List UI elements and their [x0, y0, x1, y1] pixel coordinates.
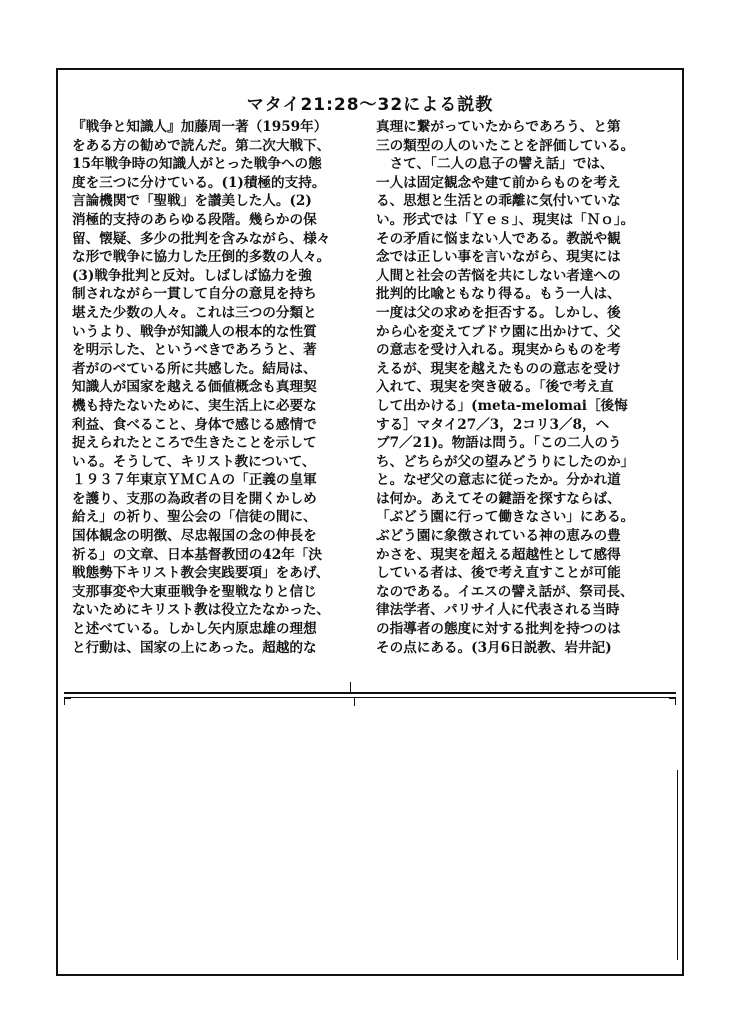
left-column-line: を護り、支那の為政者の目を開くかしめ	[72, 490, 317, 507]
left-column-line: (3)戦争批判と反対。しばしば協力を強	[72, 267, 312, 284]
right-column-line: から心を変えてブドウ園に出かけて、父	[376, 323, 621, 340]
left-column-line: 言論機関で「聖戦」を讃美した人。(2)	[72, 193, 312, 210]
left-column-line: 15年戦争時の知識人がとった戦争への態	[72, 156, 322, 173]
left-column-line: 留、懐疑、多少の批判を含みながら、様々	[72, 230, 331, 247]
right-column-line: 人間と社会の苦悩を共にしない者達への	[376, 267, 621, 284]
right-column-line: ち、どちらが父の望みどうりにしたのか」	[376, 453, 635, 470]
left-column-line: と行動は、国家の上にあった。超越的な	[72, 639, 317, 656]
right-column-line: して出かける」(meta-melomai［後悔	[376, 397, 628, 414]
left-column-line: 国体観念の明徴、尽忠報国の念の伸長を	[72, 528, 317, 545]
section-divider	[64, 692, 676, 694]
right-column-line: えるが、現実を越えたものの意志を受け	[376, 360, 621, 377]
right-column-line: している者は、後で考え直すことが可能	[376, 565, 621, 582]
left-column-line: を明示した、というべきであろうと、著	[72, 342, 317, 359]
left-column-line: 度を三つに分けている。(1)積極的支持。	[72, 174, 326, 191]
section-divider-thin	[64, 697, 676, 698]
right-column-line: い。形式では「Ｙｅｓ」、現実は「Ｎｏ」。	[376, 211, 635, 228]
crop-mark-left	[64, 698, 71, 705]
left-column-line: 者がのべている所に共感した。結局は、	[72, 360, 317, 377]
bulletin-frame	[56, 68, 684, 976]
left-column-line: 消極的支持のあらゆる段階。幾らかの保	[72, 211, 317, 228]
right-column-line: 律法学者、パリサイ人に代表される当時	[376, 602, 620, 619]
left-column-line: 祈る」の文章、日本基督教団の42年「決	[72, 546, 323, 563]
left-column-line: をある方の勧めで読んだ。第二次大戦下、	[72, 137, 331, 154]
crop-mark-right	[669, 698, 676, 705]
left-column-line: ないためにキリスト教は役立たなかった、	[72, 602, 331, 619]
right-column-line: る、思想と生活との乖離に気付いていな	[376, 193, 621, 210]
left-column-line: 堪えた少数の人々。これは三つの分類と	[72, 304, 317, 321]
right-column-line: と。なぜ父の意志に従ったか。分かれ道	[376, 472, 621, 489]
right-column-line: かさを、現実を超える超越性として感得	[376, 546, 621, 563]
right-column-line: 真理に繋がっていたからであろう、と第	[376, 119, 621, 135]
sermon-title: マタイ21:28〜32による説教	[246, 95, 494, 115]
right-column-line: 批判的比喩ともなり得る。もう一人は、	[376, 286, 621, 303]
right-column-line: 入れて、現実を突き破る。「後で考え直	[376, 379, 614, 396]
column-tick-top	[350, 682, 351, 692]
right-column-line: 一度は父の求めを拒否する。しかし、後	[376, 304, 621, 321]
right-column-line: の指導者の態度に対する批判を持つのは	[376, 621, 621, 638]
right-column-line: 一人は固定観念や建て前からものを考え	[376, 174, 621, 191]
left-column-line: 捉えられたところで生きたことを示して	[72, 435, 317, 452]
left-column-line: と述べている。しかし矢内原忠雄の理想	[72, 621, 317, 638]
right-edge-tick	[677, 770, 678, 960]
right-column-line: は何か。あえてその鍵語を探すならば、	[376, 490, 621, 507]
left-column-line: 戦態勢下キリスト教会実践要項」をあげ、	[72, 565, 330, 582]
left-column-line: いる。そうして、キリスト教について、	[72, 453, 316, 470]
right-column-line: その点にある。(3月6日説教、岩井記)	[376, 639, 612, 656]
right-column-line: 「ぶどう園に行って働きなさい」にある。	[376, 509, 635, 526]
right-column-line: その矛盾に悩まない人である。教説や観	[376, 230, 621, 247]
right-column-line: する］マタイ27／3，2コリ3／8，ヘ	[376, 416, 610, 433]
left-column-line: 知識人が国家を越える価値概念も真理契	[72, 379, 317, 396]
left-column-line: いうより、戦争が知識人の根本的な性質	[72, 323, 317, 340]
left-column-line: 機も持たないために、実生活上に必要な	[72, 397, 317, 414]
left-column-line: 『戦争と知識人』加藤周一著（1959年）	[72, 119, 328, 135]
right-column-line: ぶどう園に象徴されている神の恵みの豊	[376, 528, 621, 545]
right-column	[376, 118, 672, 657]
left-column	[72, 118, 368, 657]
right-column-line: ブ7／21)。物語は問う。「この二人のう	[376, 435, 622, 452]
right-column-line: の意志を受け入れる。現実からものを考	[376, 342, 621, 359]
column-tick-bottom	[354, 698, 355, 706]
left-column-line: 利益、食べること、身体で感じる感情で	[72, 416, 317, 433]
left-column-line: 給え」の祈り、聖公会の「信徒の間に、	[72, 509, 317, 526]
right-column-line: なのである。イエスの譬え話が、祭司長、	[376, 583, 634, 600]
right-column-line: さて、「二人の息子の譬え話」では、	[376, 156, 614, 173]
right-column-line: 念では正しい事を言いながら、現実には	[376, 249, 621, 266]
left-column-line: 支那事変や大東亜戦争を聖戦なりと信じ	[72, 583, 317, 600]
left-column-line: な形で戦争に協力した圧倒的多数の人々。	[72, 249, 331, 266]
left-column-line: 制されながら一貫して自分の意見を持ち	[72, 286, 317, 303]
right-column-line: 三の類型の人のいたことを評価している。	[376, 137, 635, 154]
left-column-line: １９３７年東京ＹＭＣＡの「正義の皇軍	[72, 472, 317, 489]
